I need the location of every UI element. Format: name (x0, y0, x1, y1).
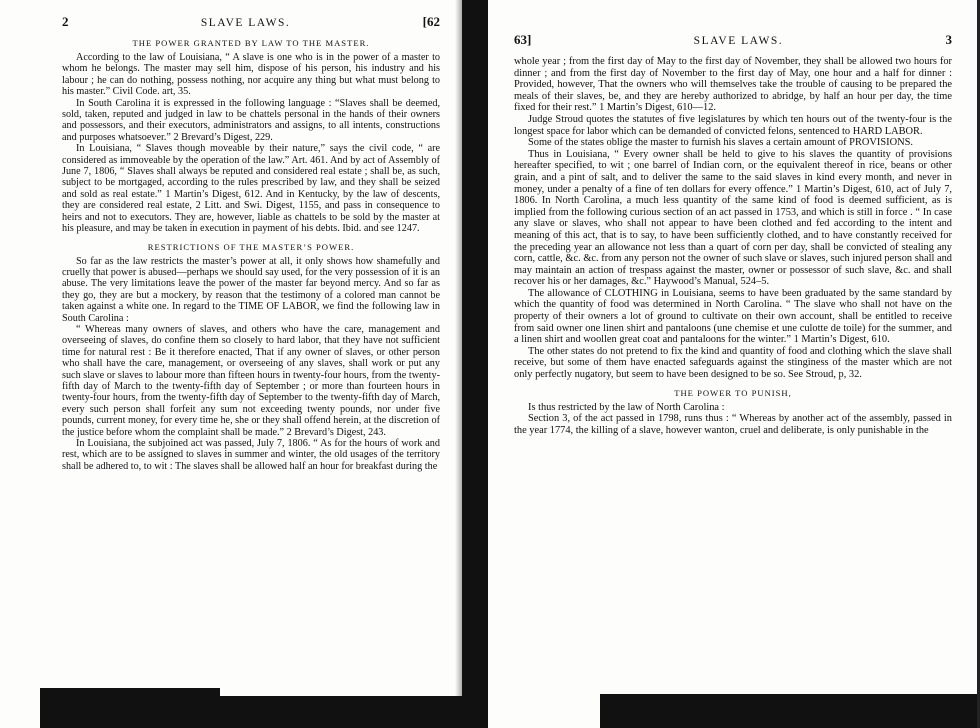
section-heading-power-to-punish: THE POWER TO PUNISH, (674, 387, 792, 398)
right-bracket-number: 63] (514, 32, 532, 47)
section-heading-restrictions: RESTRICTIONS OF THE MASTER’S POWER. (147, 241, 355, 252)
paragraph: In South Carolina it is expressed in the following language : “Slaves shall be deemed, sold, taken, reputed and judged in law to be chattels personal in the hands of their owners and possessors, and their executors, administrators and assigns, to all intents, constructions and purposes whatsoever.” 2 Brevard’s Digest, 229. (62, 97, 440, 143)
paragraph: whole year ; from the first day of May to the first day of November, they shall be allowed two hours for dinner ; and from the first day of November to the first day of May, one hour and a half for dinner : Provided, however, That the owners who will themselves take the trouble of causing to be prepared the meals of their slaves, be, and they are hereby authorized to abridge, by half an hour per day, the time fixed for their rest.” 1 Martin’s Digest, 610—12. (514, 56, 952, 114)
paragraph: Some of the states oblige the master to furnish his slaves a certain amount of PROVISIONS. (528, 137, 913, 149)
right-page (488, 0, 980, 728)
paragraph: In Louisiana, the subjoined act was passed, July 7, 1806. “ As for the hours of work and rest, which are to be assigned to slaves in summer and winter, the old usages of the territory shall be adhered to, to wit : The slaves shall be allowed half an hour for breakfast during the (62, 438, 440, 472)
right-running-title: SLAVE LAWS. (693, 35, 784, 47)
left-page-number: 2 (62, 14, 69, 29)
left-page (0, 0, 462, 728)
left-running-head (62, 14, 440, 30)
book-gutter (462, 0, 488, 728)
scan-shadow-bottom-left (40, 688, 220, 728)
paragraph: The other states do not pretend to fix the kind and quantity of food and clothing which the slave shall receive, but some of them have enacted safeguards against the stinginess of the master which are not only perfectly nugatory, but seem to have been designed to be so. See Stroud, p, 32. (514, 345, 952, 381)
paragraph: The allowance of CLOTHING in Louisiana, seems to have been graduated by the same standard by which the quantity of food was determined in North Carolina. “ The slave who shall not have on the property of their owners a lot of ground to cultivate on their own account, shall be entitled to receive from said owner one linen shirt and pantaloons (une chemise et une culotte de toile) for the summer, and a linen shirt and woollen great coat and pantaloons for the winter.” 1 Martin’s Digest, 610. (514, 287, 952, 346)
right-page-number: 3 (945, 32, 952, 47)
scan-shadow-bottom-left-2 (210, 696, 462, 728)
section-heading-power-granted: THE POWER GRANTED BY LAW TO THE MASTER. (132, 38, 370, 48)
paragraph: Judge Stroud quotes the statutes of five legislatures by which ten hours out of the twenty-four is the longest space for labor which can be demanded of convicted felons, sentenced to HARD LABOR. (514, 113, 952, 137)
paragraph: “ Whereas many owners of slaves, and others who have the care, management and overseeing of slaves, do confine them so closely to hard labor, that they have not sufficient time for natural rest : Be it therefore enacted, That if any owner of slaves, or other person who shall have the care, management, or overseeing of any slaves, shall work or put any such slave or slaves to labour more than fifteen hours in twenty-four hours, from the twenty-fifth day of March to the twenty-fifth day of September ; or more than fourteen hours in twenty-four hours, from the twenty-fifth day of September to the twenty-fifth day of March, every such person shall forfeit any sum not exceeding twenty pounds, nor under five pounds, current money, for every time he, she or they shall offend herein, at the discretion of the justice before whom the complaint shall be made.” 2 Brevard’s Digest, 243. (62, 323, 440, 438)
right-running-head (514, 32, 952, 48)
paragraph: Section 3, of the act passed in 1798, runs thus : “ Whereas by another act of the assembly, passed in the year 1774, the killing of a slave, however wanton, cruel and deliberate, is only punishable in the (514, 413, 952, 436)
paragraph: According to the law of Louisiana, “ A slave is one who is in the power of a master to whom he belongs. The master may sell him, dispose of his person, his industry and his labour ; he can do nothing, possess nothing, nor acquire any thing but what must belong to his master.” Civil Code. art, 35. (62, 52, 440, 98)
paragraph: So far as the law restricts the master’s power at all, it only shows how shamefully and cruelly that power is abused—perhaps we should say used, for the very possession of it is an abuse. The very limitations leave the power of the master far beyond mercy. And so far as they go, they are but a mockery, by reason that the testimony of a colored man cannot be taken against a white one. In regard to the TIME OF LABOR, we find the following law in South Carolina : (62, 255, 440, 324)
left-running-title: SLAVE LAWS. (200, 17, 291, 29)
paragraph: In Louisiana, “ Slaves though moveable by their nature,” says the civil code, “ are considered as immoveable by the operation of the law.” Art. 461. And by act of Assembly of June 7, 1806, “ Slaves shall always be reputed and considered real estate ; shall be, as such, subject to be mortgaged, according to the rules prescribed by law, and they shall be seized and sold as real estate.” 1 Martin’s Digest, 612. And in Kentucky, by the law of descents, they are considered real estate, 2 Litt. and Swi. Digest, 1155, and pass in consequence to heirs and not to executors. They are, however, liable as chattels to be sold by the master at his pleasure, and may be taken in execution in payment of his debts. Ibid. and see 1247. (62, 143, 440, 235)
left-bracket-number: [62 (422, 14, 440, 29)
scan-shadow-bottom-right (600, 694, 980, 728)
paragraph: Thus in Louisiana, “ Every owner shall be held to give to his slaves the quantity of provisions hereafter specified, to wit ; one barrel of Indian corn, or the equivalent thereof in rice, beans or other grain, and a pint of salt, and to deliver the same to the said slaves in kind every month, and never in money, under a penalty of a fine of ten dollars for every offence.” 1 Martin’s Digest, 610, act of July 7, 1806. In North Carolina, a much less quantity of the same kind of food is deemed sufficient, as is implied from the following curious section of an act passed in 1753, and which is still in force . “ In case any slave or slaves, who shall not appear to have been clothed and fed according to the intent and meaning of this act, that is to say, to have been sufficiently clothed, and to have constantly received for the preceding year an allowance not less than a quart of corn per day, shall be convicted of stealing any corn, cattle, &c. &c. from any person not the owner of such slave or slaves, such injured person shall and may maintain an action of trespass against the master, owner or possessor of such slave, &c. and shall recover his or her damages, &c.” Haywood’s Manual, 524–5. (514, 148, 952, 288)
paragraph: Is thus restricted by the law of North Carolina : (528, 401, 725, 413)
